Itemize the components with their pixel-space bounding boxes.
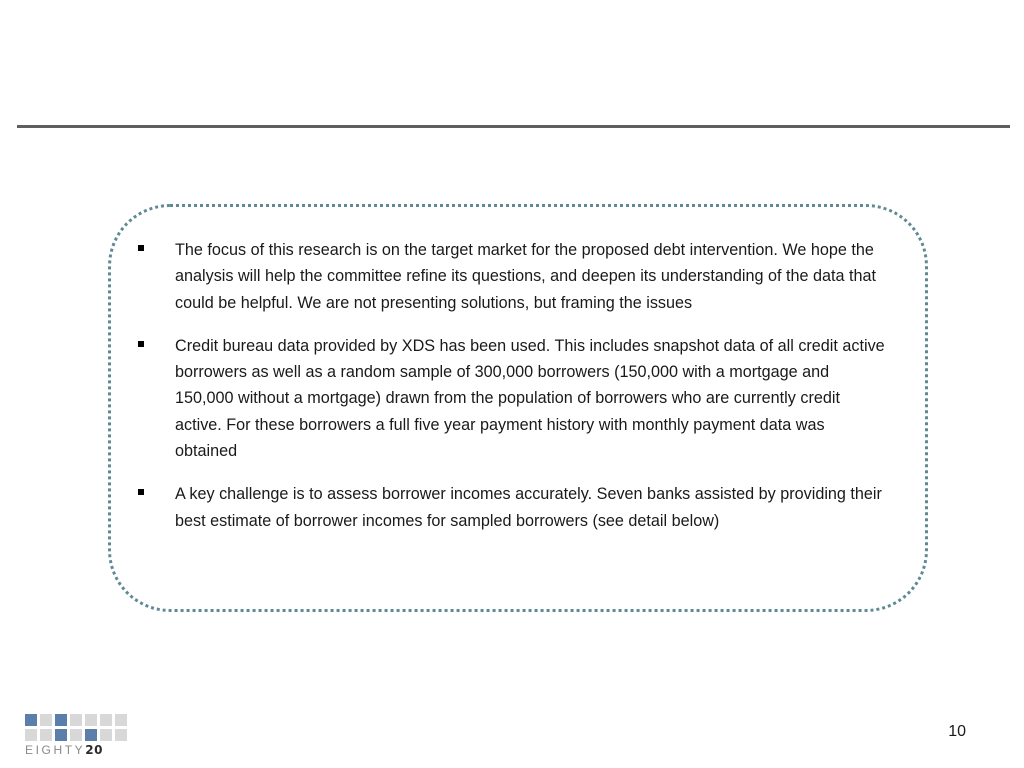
square-bullet-icon (138, 245, 144, 251)
summary-bullet-list (138, 237, 888, 534)
square-bullet-icon (138, 489, 144, 495)
bullet-item (138, 481, 888, 534)
bullet-item (138, 333, 888, 464)
logo-wordmark (25, 742, 103, 758)
bullet-text: Credit bureau data provided by XDS has been used. This includes snapshot data of all credit active borrowers as well as a random sample of 300,000 borrowers (150,000 with a mortgage and 150,000 without a mortgage) drawn from the population of borrowers who are currently credit active. For these borrowers a full five year payment history with monthly payment data was obtained (175, 336, 885, 461)
logo-text-bold: 20 (85, 743, 103, 757)
eighty20-logo (25, 714, 135, 758)
header-divider (17, 125, 1010, 128)
bullet-text: The focus of this research is on the target market for the proposed debt intervention. We hope the analysis will help the committee refine its questions, and deepen its understanding of the data that could be helpful. We are not presenting solutions, but framing the issues (175, 241, 876, 312)
page-number: 10 (948, 723, 966, 740)
bullet-text: A key challenge is to assess borrower incomes accurately. Seven banks assisted by providing their best estimate of borrower incomes for sampled borrowers (see detail below) (175, 485, 882, 530)
logo-mosaic-icon (25, 714, 127, 741)
square-bullet-icon (138, 341, 144, 347)
logo-text-light: EIGHTY (25, 743, 86, 757)
bullet-item (138, 237, 888, 316)
